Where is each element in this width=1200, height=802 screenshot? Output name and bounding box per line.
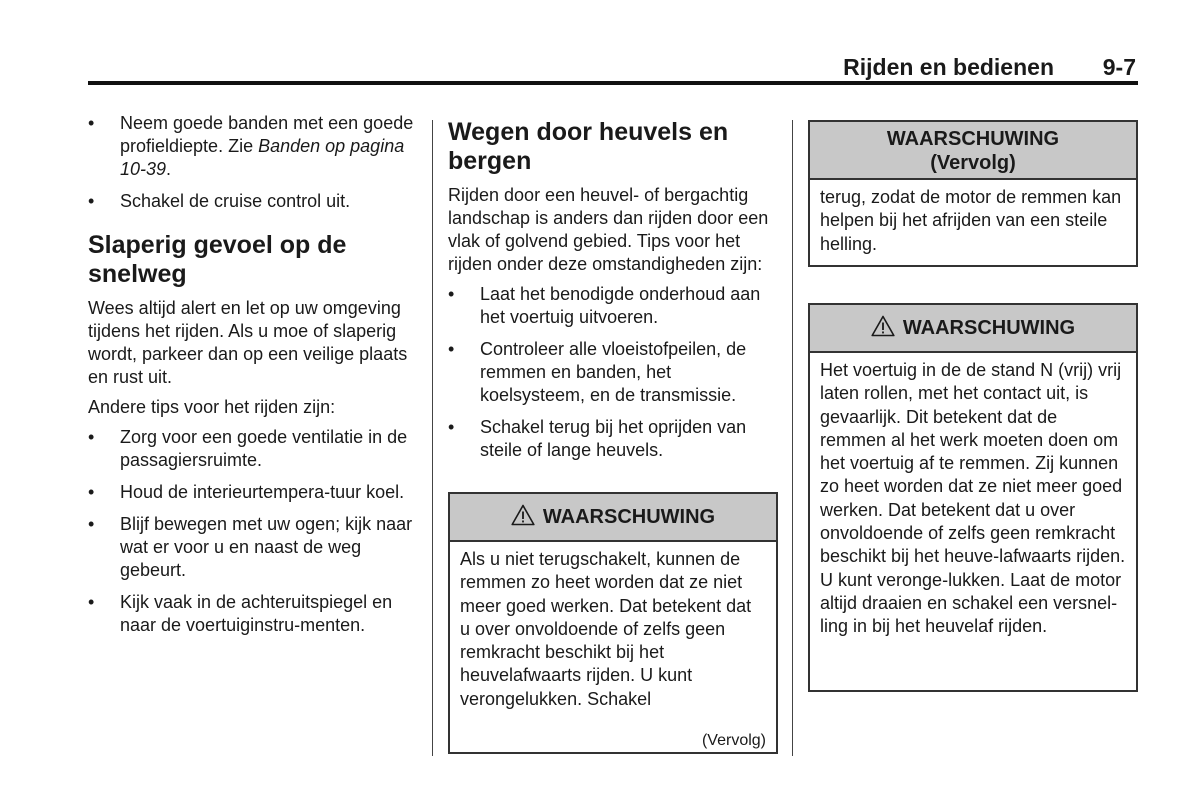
list-item: • Zorg voor een goede ventilatie in de passagiersruimte. xyxy=(88,427,408,470)
section-heading: Wegen door heuvels en bergen xyxy=(448,118,729,175)
bullet-icon: • xyxy=(448,417,455,437)
page-reference[interactable]: Banden op pagina 10-39 xyxy=(120,136,405,179)
warning-subtitle: (Vervolg) xyxy=(930,152,1016,174)
list-item: • Laat het benodigde onderhoud aan het voertuig uitvoeren. xyxy=(448,284,761,327)
paragraph: Wees altijd alert en let op uw omgeving tijdens het rijden. Als u moe of slaperig wordt, parkeer dan op een veilige plaats en rust uit. xyxy=(88,298,408,387)
warning-triangle-icon xyxy=(511,504,535,526)
list-item: • Neem goede banden met een goede profieldiepte. Zie Banden op pagina 10-39. xyxy=(88,113,414,179)
page-number: 9-7 xyxy=(1102,54,1136,80)
column-1 xyxy=(88,112,423,646)
bullet-icon: • xyxy=(88,427,95,447)
warning-box-continued xyxy=(808,120,1138,267)
warning-header xyxy=(810,305,1136,353)
list-item: • Controleer alle vloeistofpeilen, de remmen en banden, het koelsysteem, en de transmissie. xyxy=(448,339,747,405)
list-item: • Schakel de cruise control uit. xyxy=(88,191,351,211)
warning-title: WAARSCHUWING xyxy=(542,506,716,528)
warning-box xyxy=(448,492,778,754)
list-item: • Kijk vaak in de achteruitspiegel en naar de voertuiginstru-menten. xyxy=(88,592,393,635)
warning-text: Als u niet terugschakelt, kunnen de remmen zo heet worden dat ze niet meer goed werken. Dat betekent dat u over onvoldoende of zelfs geen remkracht beschikt bij het heuvelafwaarts rijden. U kunt verongelukken. Schakel xyxy=(460,549,752,709)
bullet-icon: • xyxy=(88,514,95,534)
warning-text: terug, zodat de motor de remmen kan helpen bij het afrijden van een steile helling. xyxy=(820,187,1122,254)
paragraph: Rijden door een heuvel- of bergachtig landschap is anders dan rijden door een vlak of golvend gebied. Tips voor het rijden onder deze omstandigheden zijn: xyxy=(448,185,769,274)
section-title: Rijden en bedienen xyxy=(843,54,1054,80)
bullet-icon: • xyxy=(88,191,95,211)
column-divider-1 xyxy=(432,120,433,756)
warning-header xyxy=(810,122,1136,180)
warning-header xyxy=(450,494,776,542)
paragraph: Andere tips voor het rijden zijn: xyxy=(88,397,336,417)
continued-label: (Vervolg) xyxy=(701,732,766,749)
bullet-icon: • xyxy=(88,482,95,502)
warning-title: WAARSCHUWING xyxy=(886,128,1060,150)
bullet-icon: • xyxy=(448,284,455,304)
column-divider-2 xyxy=(792,120,793,756)
bullet-icon: • xyxy=(448,339,455,359)
bullet-icon: • xyxy=(88,113,95,133)
page-header xyxy=(88,52,1138,82)
warning-box xyxy=(808,303,1138,692)
list-item: • Houd de interieurtempera-tuur koel. xyxy=(88,482,405,502)
section-heading: Slaperig gevoel op de snelweg xyxy=(88,231,347,288)
list-item: • Blijf bewegen met uw ogen; kijk naar wat er voor u en naast de weg gebeurt. xyxy=(88,514,413,580)
column-2 xyxy=(448,118,773,471)
warning-title: WAARSCHUWING xyxy=(902,317,1076,339)
header-rule xyxy=(88,81,1138,85)
warning-text: Het voertuig in de de stand N (vrij) vrij laten rollen, met het contact uit, is gevaarlijk. Dit betekent dat de remmen al het werk moeten doen om het voertuig af te remmen. Zij kunnen zo heet worden dat ze niet meer goed werken. Dat betekent dat u over onvoldoende of zelfs geen remkracht beschikt bij het heuve-lafwaarts rijden. U kunt veronge-lukken. Laat de motor altijd draaien en schakel een versnel-ling in bij het heuvelaf rijden. xyxy=(820,360,1126,637)
warning-triangle-icon xyxy=(871,315,895,337)
bullet-icon: • xyxy=(88,592,95,612)
list-item: • Schakel terug bij het oprijden van steile of lange heuvels. xyxy=(448,417,747,460)
